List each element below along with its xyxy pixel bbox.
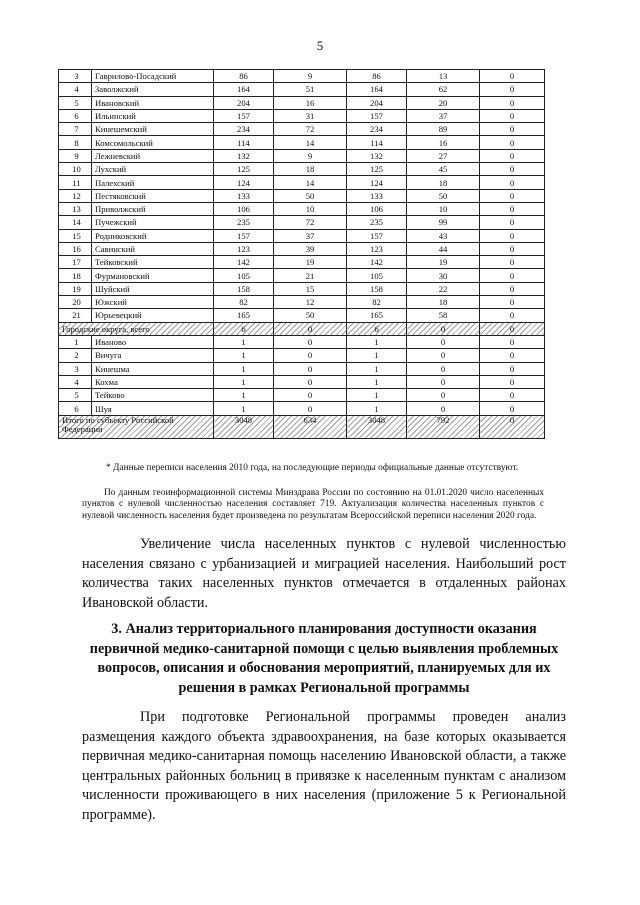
table-cell: 12 xyxy=(274,296,347,309)
table-cell: 30 xyxy=(407,269,480,282)
table-row xyxy=(59,309,545,322)
table-cell: 19 xyxy=(407,256,480,269)
table-cell: 0 xyxy=(480,296,545,309)
table-cell: 2 xyxy=(59,349,92,362)
table-cell: 133 xyxy=(214,189,274,202)
table-cell: Шуйский xyxy=(92,282,214,295)
table-cell: 105 xyxy=(214,269,274,282)
table-cell: 0 xyxy=(480,123,545,136)
table-row xyxy=(59,375,545,388)
table-cell: Пучежский xyxy=(92,216,214,229)
table-cell: 9 xyxy=(59,149,92,162)
table-row xyxy=(59,389,545,402)
table-cell: 0 xyxy=(480,389,545,402)
table-cell: 1 xyxy=(214,375,274,388)
table-cell: 0 xyxy=(480,269,545,282)
table-cell: 21 xyxy=(59,309,92,322)
table-cell: 0 xyxy=(480,415,545,438)
table-cell: 16 xyxy=(59,242,92,255)
table-cell: 1 xyxy=(214,362,274,375)
table-cell: 0 xyxy=(480,349,545,362)
table-cell: 8 xyxy=(59,136,92,149)
table-cell: 51 xyxy=(274,83,347,96)
table-row xyxy=(59,163,545,176)
table-row xyxy=(59,362,545,375)
table-cell: 3 xyxy=(59,362,92,375)
table-cell: 50 xyxy=(274,309,347,322)
table-cell: 72 xyxy=(274,216,347,229)
table-cell: 123 xyxy=(214,242,274,255)
table-cell: 18 xyxy=(407,296,480,309)
table-cell: 0 xyxy=(407,389,480,402)
table-row xyxy=(59,282,545,295)
table-cell: 22 xyxy=(407,282,480,295)
table-cell: 20 xyxy=(59,296,92,309)
table-cell: 17 xyxy=(59,256,92,269)
table-cell: 123 xyxy=(347,242,407,255)
table-cell: 0 xyxy=(274,349,347,362)
table-cell: 105 xyxy=(347,269,407,282)
table-cell: 58 xyxy=(407,309,480,322)
table-cell: 133 xyxy=(347,189,407,202)
table-cell: 1 xyxy=(347,349,407,362)
table-cell: 125 xyxy=(214,163,274,176)
table-cell: 9 xyxy=(274,70,347,83)
table-cell: 86 xyxy=(347,70,407,83)
table-row xyxy=(59,189,545,202)
table-cell: 106 xyxy=(347,202,407,215)
table-cell: 0 xyxy=(480,136,545,149)
table-cell: 89 xyxy=(407,123,480,136)
table-cell: 10 xyxy=(407,202,480,215)
table-cell: 0 xyxy=(480,402,545,415)
table-cell: 1 xyxy=(347,335,407,348)
table-row xyxy=(59,269,545,282)
table-cell: 132 xyxy=(214,149,274,162)
table-cell: Итого по субъекту Российской Федерации xyxy=(59,415,214,438)
table-cell: 3048 xyxy=(347,415,407,438)
table-row xyxy=(59,136,545,149)
table-cell: 204 xyxy=(347,96,407,109)
table-cell: 792 xyxy=(407,415,480,438)
table-cell: 1 xyxy=(214,389,274,402)
table-cell: 0 xyxy=(407,362,480,375)
table-cell: 124 xyxy=(347,176,407,189)
table-cell: 18 xyxy=(274,163,347,176)
table-cell: 0 xyxy=(407,349,480,362)
table-cell: Комсомольский xyxy=(92,136,214,149)
table-cell: 0 xyxy=(407,402,480,415)
table-cell: Палехский xyxy=(92,176,214,189)
table-cell: 0 xyxy=(480,362,545,375)
table-row xyxy=(59,96,545,109)
table-cell: Кинешемский xyxy=(92,123,214,136)
table-cell: 5 xyxy=(59,96,92,109)
table-cell: 6 xyxy=(214,322,274,335)
table-cell: 1 xyxy=(214,402,274,415)
table-cell: 10 xyxy=(274,202,347,215)
table-cell: Кохма xyxy=(92,375,214,388)
table-row xyxy=(59,335,545,348)
table-row xyxy=(59,123,545,136)
table-cell: 0 xyxy=(480,202,545,215)
table-cell: Ивановский xyxy=(92,96,214,109)
table-cell: 142 xyxy=(214,256,274,269)
table-row xyxy=(59,83,545,96)
table-cell: 50 xyxy=(407,189,480,202)
table-cell: 44 xyxy=(407,242,480,255)
table-cell: 1 xyxy=(347,402,407,415)
table-cell: 6 xyxy=(59,402,92,415)
table-cell: 204 xyxy=(214,96,274,109)
table-cell: 50 xyxy=(274,189,347,202)
table-cell: 45 xyxy=(407,163,480,176)
table-cell: 0 xyxy=(480,322,545,335)
table-cell: 158 xyxy=(214,282,274,295)
table-cell: 164 xyxy=(214,83,274,96)
table-cell: 0 xyxy=(480,309,545,322)
table-cell: 234 xyxy=(214,123,274,136)
table-cell: Городские округа, всего xyxy=(59,322,214,335)
table-cell: 15 xyxy=(59,229,92,242)
table-cell: Родниковский xyxy=(92,229,214,242)
table-cell: 12 xyxy=(59,189,92,202)
table-row xyxy=(59,402,545,415)
grand-total-row xyxy=(59,415,545,438)
table-cell: 235 xyxy=(347,216,407,229)
table-cell: 0 xyxy=(480,256,545,269)
table-row xyxy=(59,349,545,362)
table-cell: 43 xyxy=(407,229,480,242)
table-cell: 82 xyxy=(347,296,407,309)
table-cell: 0 xyxy=(480,375,545,388)
table-cell: 0 xyxy=(480,242,545,255)
table-cell: 5 xyxy=(59,389,92,402)
table-cell: 1 xyxy=(347,375,407,388)
table-cell: 165 xyxy=(347,309,407,322)
table-cell: 114 xyxy=(347,136,407,149)
table-cell: Тейково xyxy=(92,389,214,402)
table-cell: 14 xyxy=(59,216,92,229)
table-cell: 157 xyxy=(347,109,407,122)
table-cell: 0 xyxy=(480,163,545,176)
table-cell: 16 xyxy=(407,136,480,149)
settlements-table xyxy=(58,69,545,439)
table-cell: Вичуга xyxy=(92,349,214,362)
table-cell: 0 xyxy=(407,322,480,335)
table-cell: 18 xyxy=(407,176,480,189)
table-cell: 9 xyxy=(274,149,347,162)
paragraph-1: Увеличение числа населенных пунктов с нулевой численностью населения связано с урбанизацией и миграцией населения. Наибольший рост количества таких населенных пунктов отмечается в отдаленных районах Ивановской области. xyxy=(82,536,566,611)
table-cell: 27 xyxy=(407,149,480,162)
table-cell: 14 xyxy=(274,176,347,189)
table-row xyxy=(59,70,545,83)
table-cell: Лухский xyxy=(92,163,214,176)
table-cell: 72 xyxy=(274,123,347,136)
table-cell: 1 xyxy=(214,349,274,362)
table-cell: 158 xyxy=(347,282,407,295)
table-cell: 234 xyxy=(347,123,407,136)
table-cell: 4 xyxy=(59,83,92,96)
table-cell: 0 xyxy=(480,70,545,83)
table-cell: 0 xyxy=(274,375,347,388)
table-cell: 0 xyxy=(274,402,347,415)
table-row xyxy=(59,256,545,269)
table-cell: Южский xyxy=(92,296,214,309)
table-row xyxy=(59,296,545,309)
table-cell: 125 xyxy=(347,163,407,176)
table-cell: Лежневский xyxy=(92,149,214,162)
table-cell: 0 xyxy=(480,149,545,162)
table-row xyxy=(59,149,545,162)
table-cell: 0 xyxy=(407,375,480,388)
table-row xyxy=(59,229,545,242)
table-cell: 1 xyxy=(347,362,407,375)
table-cell: 124 xyxy=(214,176,274,189)
table-body xyxy=(59,70,545,439)
table-cell: 1 xyxy=(59,335,92,348)
table-cell: 99 xyxy=(407,216,480,229)
table-cell: 0 xyxy=(480,189,545,202)
table-cell: 37 xyxy=(274,229,347,242)
table-cell: 0 xyxy=(480,216,545,229)
table-cell: 86 xyxy=(214,70,274,83)
table-row xyxy=(59,202,545,215)
table-row xyxy=(59,242,545,255)
table-cell: 11 xyxy=(59,176,92,189)
table-cell: 0 xyxy=(274,389,347,402)
table-cell: 39 xyxy=(274,242,347,255)
table-cell: Иваново xyxy=(92,335,214,348)
table-cell: Юрьевецкий xyxy=(92,309,214,322)
table-cell: 31 xyxy=(274,109,347,122)
table-cell: 3048 xyxy=(214,415,274,438)
table-cell: 0 xyxy=(480,96,545,109)
table-cell: 37 xyxy=(407,109,480,122)
table-cell: 0 xyxy=(480,109,545,122)
table-cell: 6 xyxy=(59,109,92,122)
table-cell: 16 xyxy=(274,96,347,109)
table-cell: Гаврилово-Посадский xyxy=(92,70,214,83)
table-cell: 13 xyxy=(407,70,480,83)
table-cell: 15 xyxy=(274,282,347,295)
table-cell: Тейковский xyxy=(92,256,214,269)
table-cell: 157 xyxy=(347,229,407,242)
paragraph-2: При подготовке Региональной программы проведен анализ размещения каждого объекта здравоохранения, на базе которых оказывается первичная медико-санитарная помощь населению Ивановской области, а также центральных районных больниц в привязке к населенным пунктам с анализом численности проживающего в них населения (приложение 5 к Региональной программе). xyxy=(82,709,566,823)
table-cell: 132 xyxy=(347,149,407,162)
table-cell: 0 xyxy=(407,335,480,348)
table-cell: 1 xyxy=(347,389,407,402)
table-cell: 6 xyxy=(347,322,407,335)
table-cell: 142 xyxy=(347,256,407,269)
table-cell: 0 xyxy=(480,335,545,348)
table-cell: 4 xyxy=(59,375,92,388)
table-cell: 10 xyxy=(59,163,92,176)
table-cell: Ильинский xyxy=(92,109,214,122)
data-note: По данным геоинформационной системы Минздрава России по состоянию на 01.01.2020 число населенных пунктов с нулевой численностью населения составляет 719. Актуализация количества населенных пунктов с нулевой численность населения будет произведена по результатам Всероссийской переписи населения 2020 года. xyxy=(82,488,544,521)
table-row xyxy=(59,216,545,229)
table-cell: 106 xyxy=(214,202,274,215)
table-cell: 0 xyxy=(274,335,347,348)
table-cell: 235 xyxy=(214,216,274,229)
table-cell: 7 xyxy=(59,123,92,136)
table-cell: Приволжский xyxy=(92,202,214,215)
section-heading: 3. Анализ территориального планирования доступности оказания первичной медико-санитарной помощи с целью выявления проблемных вопросов, описания и обоснования мероприятий, планируемых для их решения в рамках Региональной программы xyxy=(89,621,559,696)
table-cell: 14 xyxy=(274,136,347,149)
table-row xyxy=(59,109,545,122)
table-cell: Шуя xyxy=(92,402,214,415)
page-number: 5 xyxy=(316,38,324,53)
table-cell: Пестяковский xyxy=(92,189,214,202)
table-cell: 82 xyxy=(214,296,274,309)
table-cell: 19 xyxy=(59,282,92,295)
table-cell: 19 xyxy=(274,256,347,269)
table-cell: Савинский xyxy=(92,242,214,255)
table-cell: 634 xyxy=(274,415,347,438)
table-cell: 1 xyxy=(214,335,274,348)
cities-total-row xyxy=(59,322,545,335)
table-cell: 20 xyxy=(407,96,480,109)
table-cell: 165 xyxy=(214,309,274,322)
table-cell: 0 xyxy=(480,176,545,189)
table-cell: 62 xyxy=(407,83,480,96)
table-cell: Фурмановский xyxy=(92,269,214,282)
table-cell: 0 xyxy=(480,83,545,96)
table-cell: 13 xyxy=(59,202,92,215)
table-cell: 114 xyxy=(214,136,274,149)
table-cell: 157 xyxy=(214,229,274,242)
table-cell: 21 xyxy=(274,269,347,282)
table-cell: 3 xyxy=(59,70,92,83)
table-cell: 157 xyxy=(214,109,274,122)
table-cell: 0 xyxy=(480,229,545,242)
table-cell: 18 xyxy=(59,269,92,282)
table-cell: 164 xyxy=(347,83,407,96)
table-row xyxy=(59,176,545,189)
table-cell: Кинешма xyxy=(92,362,214,375)
footnote: * Данные переписи населения 2010 года, на последующие периоды официальные данные отсутствуют. xyxy=(106,463,519,473)
table-cell: 0 xyxy=(480,282,545,295)
table-cell: Заволжский xyxy=(92,83,214,96)
table-cell: 0 xyxy=(274,362,347,375)
table-cell: 0 xyxy=(274,322,347,335)
